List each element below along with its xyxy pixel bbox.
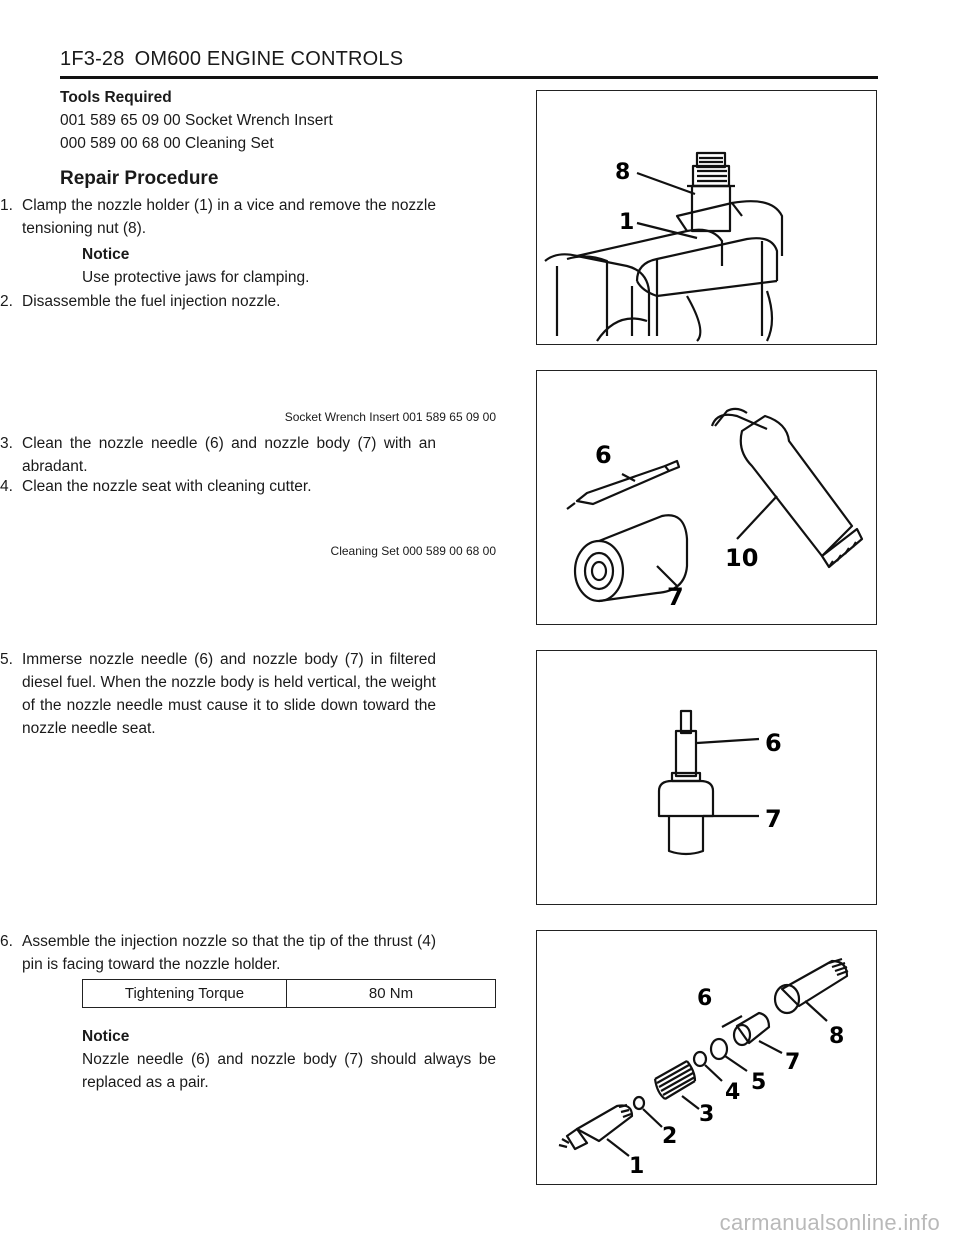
step-number: 4.: [0, 478, 13, 495]
torque-table: [82, 979, 496, 1008]
torque-label: Tightening Torque: [83, 980, 287, 1008]
notice-heading: Notice: [82, 1028, 130, 1045]
tools-heading: Tools Required: [60, 89, 172, 106]
step-1: [0, 194, 436, 240]
callout-label: 2: [662, 1124, 678, 1149]
notice-text: Use protective jaws for clamping.: [82, 269, 310, 286]
step-5: [0, 648, 436, 740]
step-number: 3.: [0, 435, 13, 452]
callout-label: 8: [615, 160, 631, 185]
callout-label: 4: [725, 1080, 741, 1105]
callout-label: 7: [785, 1050, 801, 1075]
caption-cleaning-set: Cleaning Set 000 589 00 68 00: [330, 544, 496, 558]
callout-label: 7: [667, 583, 684, 611]
repair-procedure-heading: Repair Procedure: [60, 168, 219, 189]
needle-body-illustration: [537, 651, 875, 903]
header-text: [60, 48, 403, 71]
step-text: Clean the nozzle needle (6) and nozzle body (7) with an abradant.: [22, 435, 436, 475]
torque-value: 80 Nm: [287, 980, 496, 1008]
tool-item-1: 001 589 65 09 00 Socket Wrench Insert: [60, 112, 333, 129]
step-3: [0, 432, 436, 478]
step-text: Clean the nozzle seat with cleaning cutter.: [22, 478, 312, 495]
callout-label: 3: [699, 1102, 715, 1127]
figure-needle-slide: [536, 650, 877, 905]
figure-exploded-view: [536, 930, 877, 1185]
step-text: Clamp the nozzle holder (1) in a vice and remove the nozzle tensioning nut (8).: [22, 197, 436, 237]
vice-illustration: [537, 91, 875, 343]
notice-2: [82, 1025, 496, 1094]
callout-label: 1: [629, 1154, 645, 1179]
tools-required: [60, 86, 496, 155]
step-text: Disassemble the fuel injection nozzle.: [22, 293, 281, 310]
notice-heading: Notice: [82, 246, 130, 263]
page-header: [60, 46, 878, 79]
notice-text: Nozzle needle (6) and nozzle body (7) should always be replaced as a pair.: [82, 1051, 496, 1091]
step-2: [0, 290, 436, 313]
watermark: carmanualsonline.info: [719, 1210, 940, 1235]
callout-label: 1: [619, 210, 635, 235]
exploded-illustration: [537, 931, 875, 1186]
figure-cleaning: [536, 370, 877, 625]
callout-label: 7: [765, 805, 782, 833]
step-number: 5.: [0, 651, 13, 668]
step-number: 1.: [0, 197, 13, 214]
figure-vice-clamp: [536, 90, 877, 345]
callout-label: 10: [725, 544, 759, 572]
notice-1: [82, 243, 496, 289]
callout-label: 8: [829, 1024, 845, 1049]
step-4: [0, 475, 436, 498]
cleaning-illustration: [537, 371, 875, 623]
step-number: 6.: [0, 933, 13, 950]
callout-label: 6: [697, 986, 713, 1011]
section-title: OM600 ENGINE CONTROLS: [134, 48, 404, 70]
page-number: 1F3-28: [60, 48, 125, 70]
callout-label: 5: [751, 1070, 767, 1095]
table-row: [83, 980, 496, 1008]
step-6: [0, 930, 436, 976]
tool-item-2: 000 589 00 68 00 Cleaning Set: [60, 135, 274, 152]
caption-socket-wrench: Socket Wrench Insert 001 589 65 09 00: [284, 410, 496, 424]
callout-label: 6: [765, 729, 782, 757]
step-text: Immerse nozzle needle (6) and nozzle body (7) in filtered diesel fuel. When the nozzle body is held vertical, the weight of the nozzle needle must cause it to slide down toward the nozzle needle seat.: [22, 651, 436, 737]
callout-label: 6: [595, 441, 612, 469]
step-text: Assemble the injection nozzle so that the tip of the thrust (4) pin is facing toward the nozzle holder.: [22, 933, 436, 973]
step-number: 2.: [0, 293, 13, 310]
